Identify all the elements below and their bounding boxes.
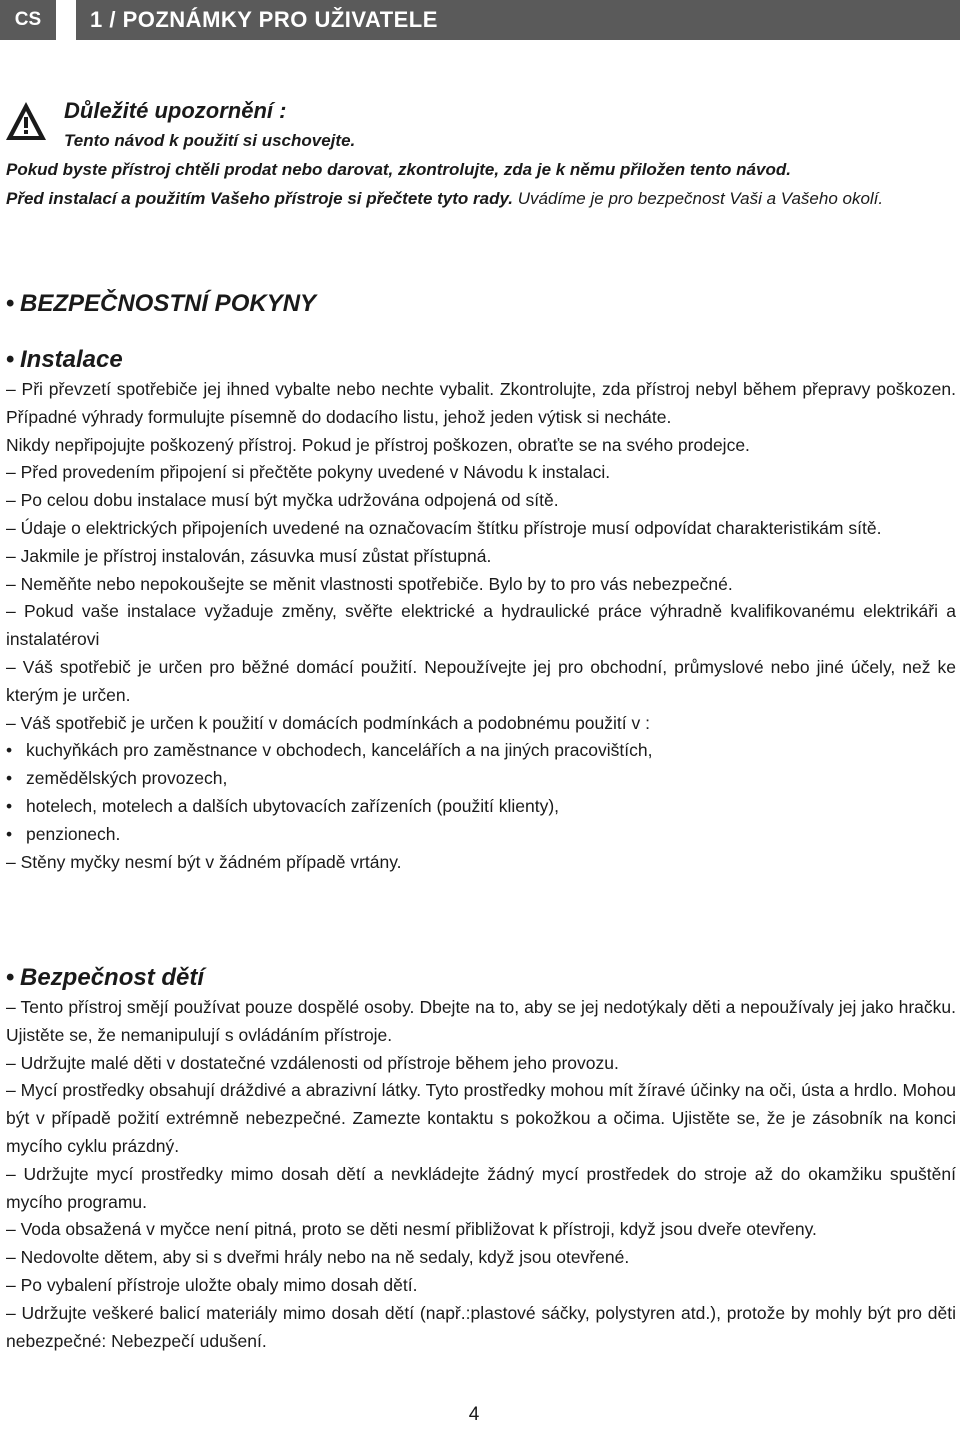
paragraph: – Nedovolte dětem, aby si s dveřmi hrály nebo na ně sedaly, když jsou otevřené. (6, 1247, 630, 1268)
bullet-icon: • (6, 290, 15, 317)
paragraph: – Váš spotřebič je určen k použití v domácích podmínkách a podobnému použití v : (6, 712, 650, 733)
child-safety-section (6, 962, 956, 1355)
bullet-icon: • (6, 795, 13, 816)
paragraph: – Voda obsažená v myčce není pitná, proto se děti nesmí přibližovat k přístroji, když jsou dveře otevřeny. (6, 1219, 817, 1240)
paragraph: – Pokud vaše instalace vyžaduje změny, svěřte elektrické a hydraulické práce výhradně kvalifikovanému elektrikáři a instalatérovi (6, 601, 956, 650)
paragraph: – Váš spotřebič je určen pro běžné domácí použití. Nepoužívejte jej pro obchodní, průmyslové nebo jiné účely, než ke kterým je určen. (6, 656, 956, 705)
child-safety-heading-text: Bezpečnost dětí (20, 964, 205, 991)
list-item: • penzionech. (6, 821, 956, 849)
notice-line-read-b: Uvádíme je pro bezpečnost Vaši a Vašeho okolí. (513, 189, 884, 208)
paragraph: – Údaje o elektrických připojeních uvedené na označovacím štítku přístroje musí odpovídat charakteristikám sítě. (6, 517, 882, 538)
paragraph: – Po celou dobu instalace musí být myčka udržována odpojená od sítě. (6, 490, 559, 511)
notice-heading: Důležité upozornění : (64, 98, 287, 123)
paragraph: – Stěny myčky nesmí být v žádném případě vrtány. (6, 851, 402, 872)
paragraph: – Po vybalení přístroje uložte obaly mimo dosah dětí. (6, 1274, 418, 1295)
notice-line-sell: Pokud byste přístroj chtěli prodat nebo darovat, zkontrolujte, zda je k němu přiložen tento návod. (6, 160, 791, 179)
bullet-icon: • (6, 823, 13, 844)
bullet-icon: • (6, 964, 15, 991)
safety-heading-text: BEZPEČNOSTNÍ POKYNY (20, 290, 317, 317)
page-number: 4 (468, 1404, 480, 1425)
list-item: • zemědělských provozech, (6, 765, 956, 793)
paragraph: – Při převzetí spotřebiče jej ihned vybalte nebo nechte vybalit. Zkontrolujte, zda přístroj nebyl během přepravy poškozen. Případné výhrady formulujte písemně do dodacího listu, jehož jeden výtisk si necháte. (6, 379, 956, 427)
paragraph: – Tento přístroj smějí používat pouze dospělé osoby. Dbejte na to, aby se jej nedotýkaly děti a nepoužívaly jej jako hračku. Ujistěte se, že nemanipulují s ovládáním přístroje. (6, 997, 956, 1045)
list-item: • hotelech, motelech a dalších ubytovacích zařízeních (použití klienty), (6, 793, 956, 821)
paragraph: Nikdy nepřipojujte poškozený přístroj. Pokud je přístroj poškozen, obraťte se na svého prodejce. (6, 434, 750, 455)
bullet-icon: • (6, 740, 13, 761)
paragraph: – Mycí prostředky obsahují dráždivé a abrazivní látky. Tyto prostředky mohou mít žíravé účinky na oči, ústa a hrdlo. Mohou být v případě požití extrémně nebezpečné. Zamezte kontaktu s pokožkou a očima. Ujistěte se, že je zásobník na konci mycího cyklu prázdný. (6, 1080, 956, 1156)
notice-line-read (6, 184, 956, 213)
paragraph: – Udržujte veškeré balicí materiály mimo dosah dětí (např.:plastové sáčky, polystyren atd.), protože by mohly být pro děti nebezpečné: Nebezpečí udušení. (6, 1302, 956, 1351)
paragraph: – Udržujte mycí prostředky mimo dosah dětí a nevkládejte žádný mycí prostředek do stroje až do okamžiku spuštění mycího programu. (6, 1163, 956, 1212)
installation-section (6, 344, 956, 876)
paragraph: – Neměňte nebo nepokoušejte se měnit vlastnosti spotřebiče. Bylo by to pro vás nebezpečné. (6, 573, 733, 594)
important-notice (6, 96, 956, 213)
bullet-icon: • (6, 768, 13, 789)
notice-line-keep-manual: Tento návod k použití si uschovejte. (64, 131, 356, 150)
safety-heading (6, 288, 316, 320)
list-item: • kuchyňkách pro zaměstnance v obchodech, kancelářích a na jiných pracovištích, (6, 737, 956, 765)
installation-heading (6, 344, 956, 376)
section-title-bar (76, 0, 960, 40)
installation-heading-text: Instalace (20, 346, 123, 373)
bullet-icon: • (6, 346, 15, 373)
section-title: 1 / POZNÁMKY PRO UŽIVATELE (90, 7, 438, 32)
language-badge: CS (0, 0, 56, 40)
child-safety-heading (6, 962, 956, 994)
paragraph: – Udržujte malé děti v dostatečné vzdálenosti od přístroje během jeho provozu. (6, 1052, 619, 1073)
paragraph: – Před provedením připojení si přečtěte pokyny uvedené v Návodu k instalaci. (6, 462, 611, 483)
paragraph: – Jakmile je přístroj instalován, zásuvka musí zůstat přístupná. (6, 545, 492, 566)
notice-line-read-a: Před instalací a použitím Vašeho přístroje si přečtete tyto rady. (6, 189, 514, 208)
